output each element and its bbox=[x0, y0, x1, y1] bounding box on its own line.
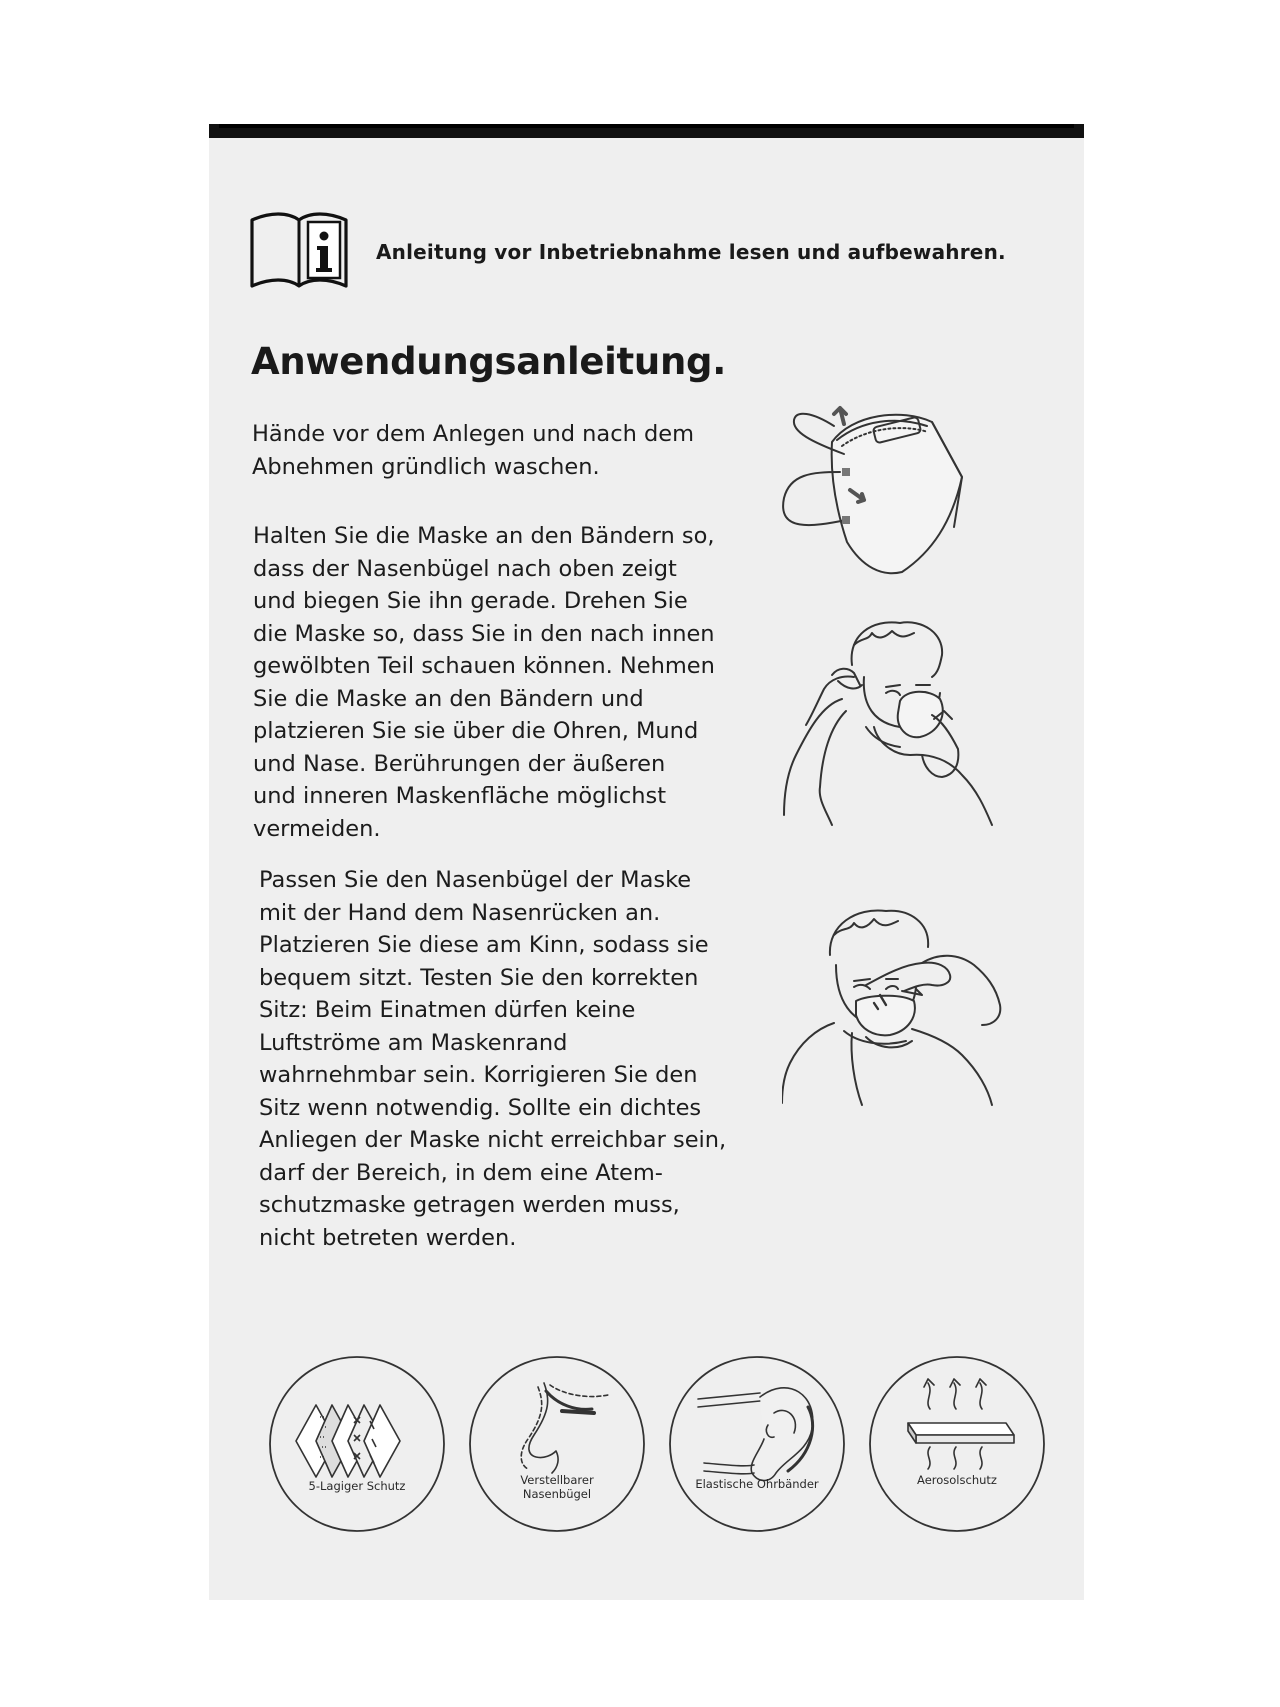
person-adjusting-nose-clip-illustration bbox=[782, 905, 1012, 1110]
feature-badge-layers bbox=[268, 1355, 446, 1533]
text-line: platzieren Sie sie über die Ohren, Mund bbox=[253, 718, 699, 744]
text-line: und Nase. Berührungen der äußeren bbox=[253, 750, 666, 777]
badge-label: Verstellbarer bbox=[520, 1473, 594, 1487]
text-line: mit der Hand dem Nasenrücken an. bbox=[259, 899, 661, 926]
paragraph-wash-hands bbox=[252, 418, 762, 483]
badge-label: Aerosolschutz bbox=[917, 1473, 997, 1487]
badge-label: 5-Lagiger Schutz bbox=[308, 1479, 406, 1493]
page-title: Anwendungsanleitung. bbox=[251, 340, 726, 383]
text-line: Sitz: Beim Einatmen dürfen keine bbox=[259, 997, 636, 1023]
text-line: nicht betreten werden. bbox=[259, 1224, 517, 1251]
text-line: vermeiden. bbox=[253, 815, 381, 842]
paragraph-fit-check bbox=[259, 864, 769, 1254]
badge-label: Elastische Ohrbänder bbox=[695, 1477, 819, 1491]
text-line: die Maske so, dass Sie in den nach innen bbox=[253, 620, 715, 647]
text-line: Platzieren Sie diese am Kinn, sodass sie bbox=[259, 932, 709, 958]
text-line: darf der Bereich, in dem eine Atem- bbox=[259, 1159, 663, 1186]
instructions-notice bbox=[248, 206, 1068, 291]
paragraph-put-on-mask bbox=[253, 520, 773, 845]
badge-ring bbox=[670, 1357, 844, 1531]
text-line: Sie die Maske an den Bändern und bbox=[253, 685, 644, 712]
text-line: und inneren Maskenfläche möglichst bbox=[253, 783, 667, 809]
feature-badge-ear-loops bbox=[668, 1355, 846, 1533]
package-top-cap bbox=[219, 124, 1074, 128]
feature-badge-aerosol bbox=[868, 1355, 1046, 1533]
text-line: bequem sitzt. Testen Sie den korrekten bbox=[259, 964, 699, 991]
mask-straps-illustration bbox=[782, 402, 982, 592]
layers-icon bbox=[296, 1405, 400, 1477]
text-line: Luftströme am Maskenrand bbox=[259, 1029, 568, 1056]
nose-clip-icon bbox=[521, 1383, 608, 1473]
text-line: Halten Sie die Maske an den Bändern so, bbox=[253, 523, 715, 549]
text-line: gewölbten Teil schauen können. Nehmen bbox=[253, 653, 715, 679]
text-line: dass der Nasenbügel nach oben zeigt bbox=[253, 555, 677, 582]
text-line: schutzmaske getragen werden muss, bbox=[259, 1192, 680, 1218]
text-line: Sitz wenn notwendig. Sollte ein dichtes bbox=[259, 1094, 702, 1121]
text-line: Passen Sie den Nasenbügel der Maske bbox=[259, 867, 692, 893]
ear-loop-icon bbox=[698, 1388, 813, 1481]
aerosol-icon bbox=[908, 1379, 1014, 1469]
book-info-icon bbox=[248, 206, 350, 291]
text-line: Abnehmen gründlich waschen. bbox=[252, 453, 600, 480]
text-line: Hände vor dem Anlegen und nach dem bbox=[252, 421, 695, 447]
feature-badge-nose-clip bbox=[468, 1355, 646, 1533]
badge-label: Nasenbügel bbox=[522, 1487, 592, 1501]
text-line: wahrnehmbar sein. Korrigieren Sie den bbox=[259, 1062, 698, 1088]
text-line: und biegen Sie ihn gerade. Drehen Sie bbox=[253, 588, 688, 614]
notice-text: Anleitung vor Inbetriebnahme lesen und aufbewahren. bbox=[376, 240, 1006, 264]
text-line: Anliegen der Maske nicht erreichbar sein, bbox=[259, 1127, 727, 1153]
badge-ring bbox=[470, 1357, 644, 1531]
person-putting-on-mask-illustration bbox=[782, 615, 1000, 830]
